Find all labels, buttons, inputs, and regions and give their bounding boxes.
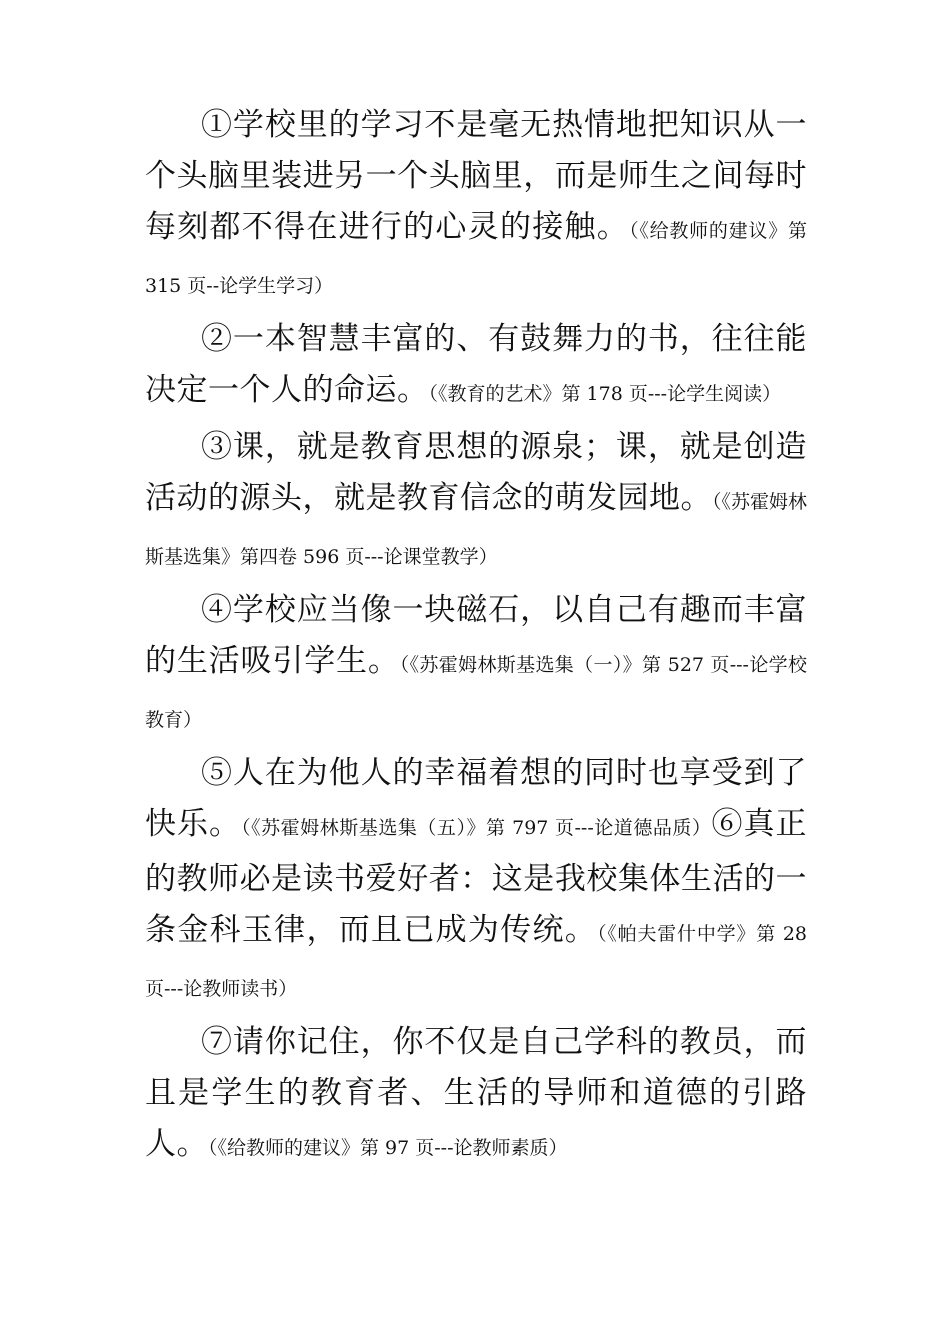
- quote-3: [145, 422, 807, 583]
- quote-5-6: [145, 748, 807, 1015]
- quote-7-text: ⑦请你记住，你不仅是自己学科的教员，而且是学生的教育者、生活的导师和道德的引路人。: [145, 1024, 807, 1162]
- document-page: [145, 100, 807, 1174]
- quote-1: [145, 100, 807, 312]
- quote-4-text: ④学校应当像一块磁石，以自己有趣而丰富的生活吸引学生。: [145, 592, 807, 679]
- quote-4-citation: （《苏霍姆林斯基选集（一）》第 527 页---论学校教育）: [145, 654, 808, 731]
- quote-4: [145, 585, 807, 746]
- quote-3-citation: （《苏霍姆林斯基选集》第四卷 596 页---论课堂教学）: [145, 491, 808, 568]
- quote-2: [145, 314, 807, 420]
- quote-3-text: ③课，就是教育思想的源泉；课，就是创造活动的源头，就是教育信念的萌发园地。: [145, 429, 807, 516]
- quote-7: [145, 1017, 807, 1174]
- quote-1-text: ①学校里的学习不是毫无热情地把知识从一个头脑里装进另一个头脑里，而是师生之间每时每刻都不得在进行的心灵的接触。: [145, 107, 807, 245]
- quote-6-citation: （《帕夫雷什中学》第 28 页---论教师读书）: [145, 923, 807, 1000]
- quote-2-citation: （《教育的艺术》第 178 页---论学生阅读）: [428, 383, 782, 405]
- quote-5-citation: （《苏霍姆林斯基选集（五）》第 797 页---论道德品质）: [241, 817, 712, 839]
- quote-5-text: ⑤人在为他人的幸福着想的同时也享受到了快乐。: [145, 755, 807, 842]
- quote-6-text: ⑥真正的教师必是读书爱好者：这是我校集体生活的一条金科玉律，而且已成为传统。: [145, 806, 808, 948]
- quote-2-text: ②一本智慧丰富的、有鼓舞力的书，往往能决定一个人的命运。: [145, 321, 807, 408]
- quote-1-citation: （《给教师的建议》第 315 页--论学生学习）: [145, 220, 807, 297]
- quote-7-citation: （《给教师的建议》第 97 页---论教师素质）: [208, 1137, 568, 1159]
